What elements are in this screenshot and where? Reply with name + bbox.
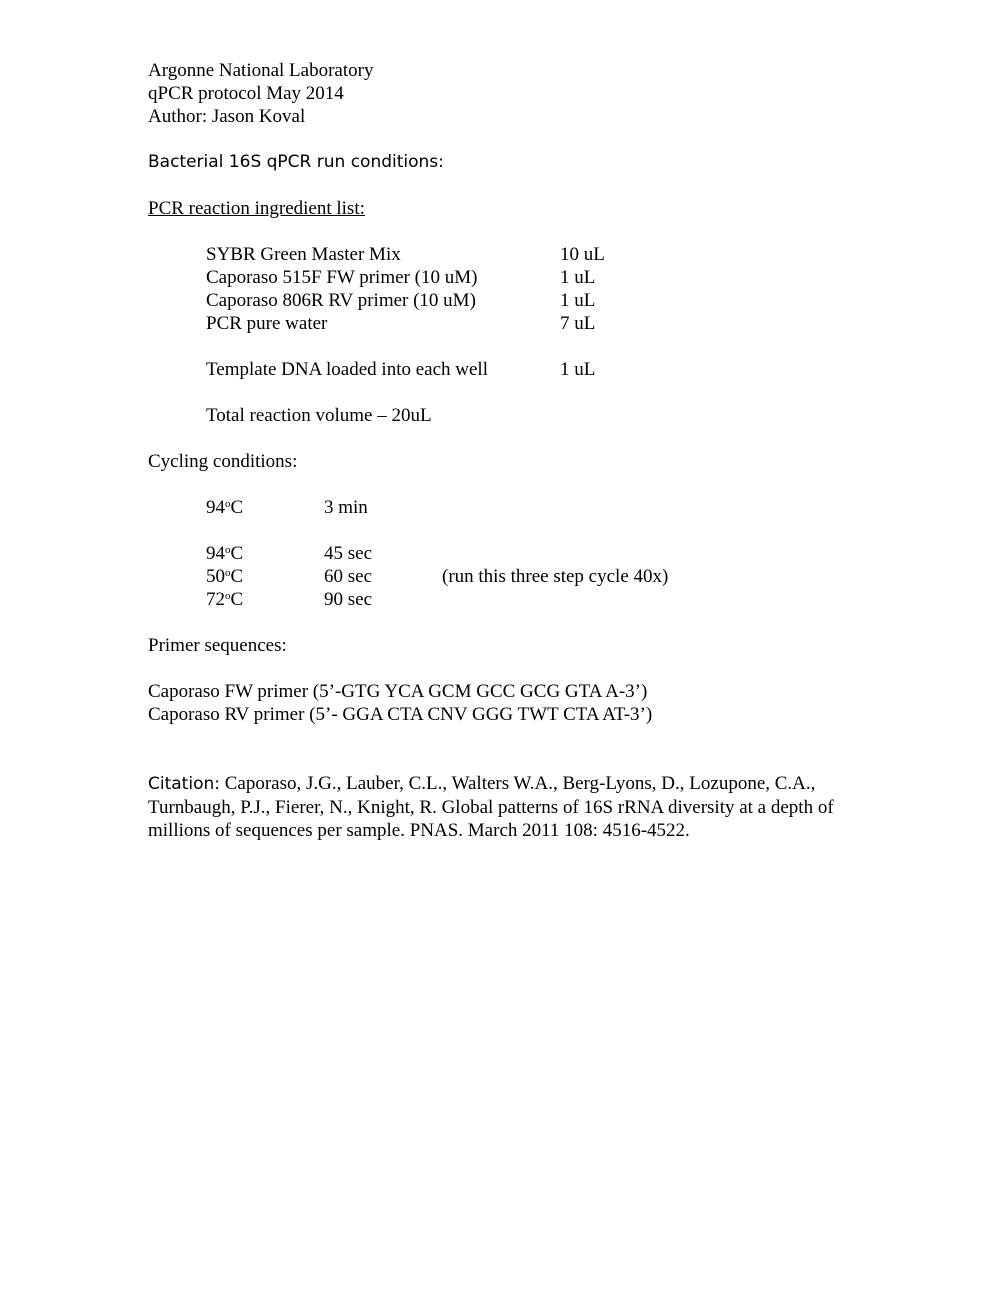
citation-text: Caporaso, J.G., Lauber, C.L., Walters W.A., Berg-Lyons, D., Lozupone, C.A., Turnbaugh, P.J., Fierer, N., Knight, R. Global patterns of 16S rRNA diversity at a depth of millions of sequences per sample. PNAS. March 2011 108: 4516-4522. xyxy=(148,773,834,841)
ingredient-name: Caporaso 806R RV primer (10 uM) xyxy=(206,290,476,311)
cycle-duration: 60 sec xyxy=(324,566,373,587)
protocol-date: qPCR protocol May 2014 xyxy=(148,83,344,104)
cycle-step-row xyxy=(206,542,868,565)
ingredient-name: SYBR Green Master Mix xyxy=(206,244,401,265)
forward-primer: Caporaso FW primer (5’-GTG YCA GCM GCC GCG GTA A-3’) xyxy=(148,681,648,702)
cycle-duration: 90 sec xyxy=(324,589,373,610)
cycle-temperature: 72$^o$C xyxy=(206,589,244,610)
citation-label: Citation: xyxy=(148,774,220,794)
ingredient-list xyxy=(148,243,868,427)
reverse-primer: Caporaso RV primer (5’- GGA CTA CNV GGG TWT CTA AT-3’) xyxy=(148,704,653,725)
ingredient-list-heading: PCR reaction ingredient list: xyxy=(148,198,365,219)
cycling-table xyxy=(148,496,868,611)
ingredient-row xyxy=(206,266,868,289)
cycle-temperature: 94$^o$C xyxy=(206,497,244,518)
document-title: Bacterial 16S qPCR run conditions: xyxy=(148,152,444,172)
organization-name: Argonne National Laboratory xyxy=(148,60,374,81)
cycle-step-row xyxy=(206,565,868,588)
ingredient-amount: 10 uL xyxy=(560,244,605,265)
ingredient-amount: 7 uL xyxy=(560,313,596,334)
primer-heading: Primer sequences: xyxy=(148,635,287,656)
total-volume: Total reaction volume – 20uL xyxy=(206,405,432,426)
ingredient-row xyxy=(206,289,868,312)
template-dna-row xyxy=(206,358,868,381)
cycle-temperature: 50$^o$C xyxy=(206,566,244,587)
template-dna-label: Template DNA loaded into each well xyxy=(206,359,488,380)
ingredient-name: Caporaso 515F FW primer (10 uM) xyxy=(206,267,478,288)
cycling-heading: Cycling conditions: xyxy=(148,451,298,472)
author-line: Author: Jason Koval xyxy=(148,106,306,127)
citation xyxy=(148,772,848,842)
ingredient-row xyxy=(206,243,868,266)
cycle-duration: 45 sec xyxy=(324,543,373,564)
template-dna-amount: 1 uL xyxy=(560,359,596,380)
initial-denaturation-row xyxy=(206,496,868,519)
ingredient-name: PCR pure water xyxy=(206,313,328,334)
document-page xyxy=(148,59,868,842)
ingredient-amount: 1 uL xyxy=(560,290,596,311)
ingredient-amount: 1 uL xyxy=(560,267,596,288)
cycle-step-row xyxy=(206,588,868,611)
ingredient-row xyxy=(206,312,868,335)
cycle-duration: 3 min xyxy=(324,497,368,518)
cycle-temperature: 94$^o$C xyxy=(206,543,244,564)
cycle-note: (run this three step cycle 40x) xyxy=(442,566,669,587)
